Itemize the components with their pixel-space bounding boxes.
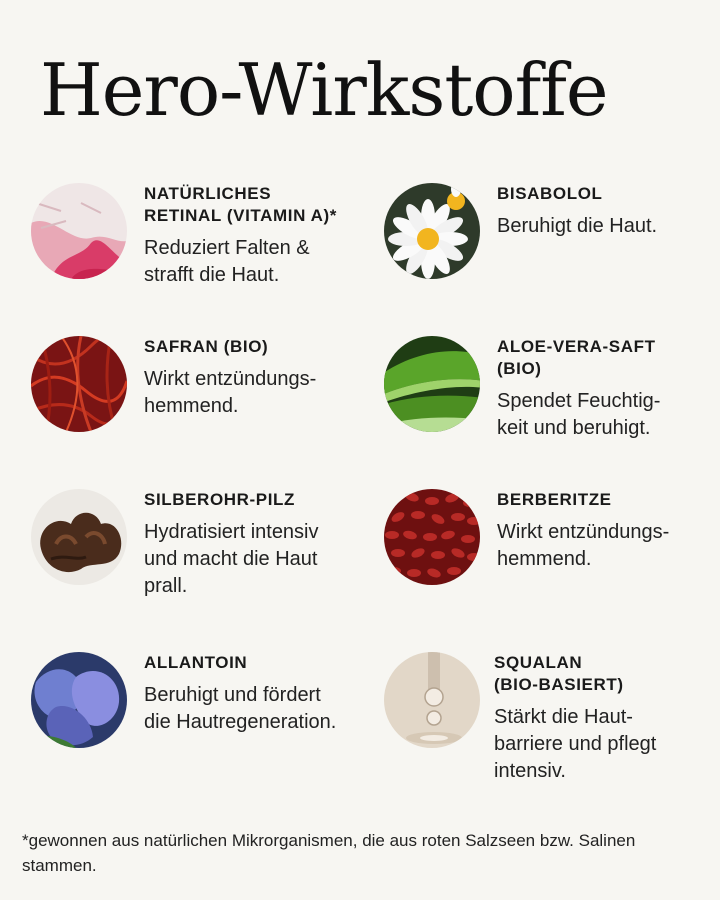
mushroom-image bbox=[31, 489, 127, 585]
squalan-text bbox=[494, 652, 720, 785]
page-title: Hero-Wirkstoffe bbox=[40, 48, 608, 132]
berberitze-text bbox=[497, 489, 720, 573]
aloe-vera-image bbox=[384, 336, 480, 432]
retinal-image bbox=[31, 183, 127, 279]
ingredient-name: BISABOLOL bbox=[497, 184, 603, 203]
ingredient-description: Spendet Feuchtig- keit und beruhigt. bbox=[497, 390, 661, 439]
safran-text bbox=[144, 336, 374, 420]
saffron-image bbox=[31, 336, 127, 432]
chamomile-image bbox=[384, 183, 480, 279]
ingredient-description: Wirkt entzündungs- hemmend. bbox=[497, 521, 670, 570]
aloe-vera-text bbox=[497, 336, 720, 442]
ingredient-name: NATÜRLICHES RETINAL (VITAMIN A)* bbox=[144, 184, 338, 225]
ingredient-description: Reduziert Falten & strafft die Haut. bbox=[144, 237, 310, 286]
barberry-image bbox=[384, 489, 480, 585]
ingredient-description: Beruhigt und fördert die Hautregeneration. bbox=[144, 684, 337, 733]
silberohr-pilz-text bbox=[144, 489, 374, 600]
ingredient-name: SILBEROHR-PILZ bbox=[144, 490, 296, 509]
footnote: *gewonnen aus natürlichen Mikrorganismen, die aus roten Salzseen bzw. Salinen stammen. bbox=[22, 831, 636, 875]
ingredient-description: Hydratisiert intensiv und macht die Haut prall. bbox=[144, 521, 319, 597]
ingredient-name: SAFRAN (BIO) bbox=[144, 337, 269, 356]
ingredient-description: Stärkt die Haut- barriere und pflegt intensiv. bbox=[494, 706, 657, 782]
ingredient-description: Beruhigt die Haut. bbox=[497, 215, 658, 237]
ingredient-name: ALOE-VERA-SAFT (BIO) bbox=[497, 337, 656, 378]
ingredient-description: Wirkt entzündungs- hemmend. bbox=[144, 368, 317, 417]
bisabolol-text bbox=[497, 183, 720, 240]
allantoin-text bbox=[144, 652, 374, 736]
retinal-text bbox=[144, 183, 374, 289]
squalane-drop-image bbox=[384, 652, 480, 748]
ingredient-name: SQUALAN (BIO-BASIERT) bbox=[494, 653, 624, 694]
ingredient-name: ALLANTOIN bbox=[144, 653, 248, 672]
ingredient-name: BERBERITZE bbox=[497, 490, 612, 509]
comfrey-flower-image bbox=[31, 652, 127, 748]
